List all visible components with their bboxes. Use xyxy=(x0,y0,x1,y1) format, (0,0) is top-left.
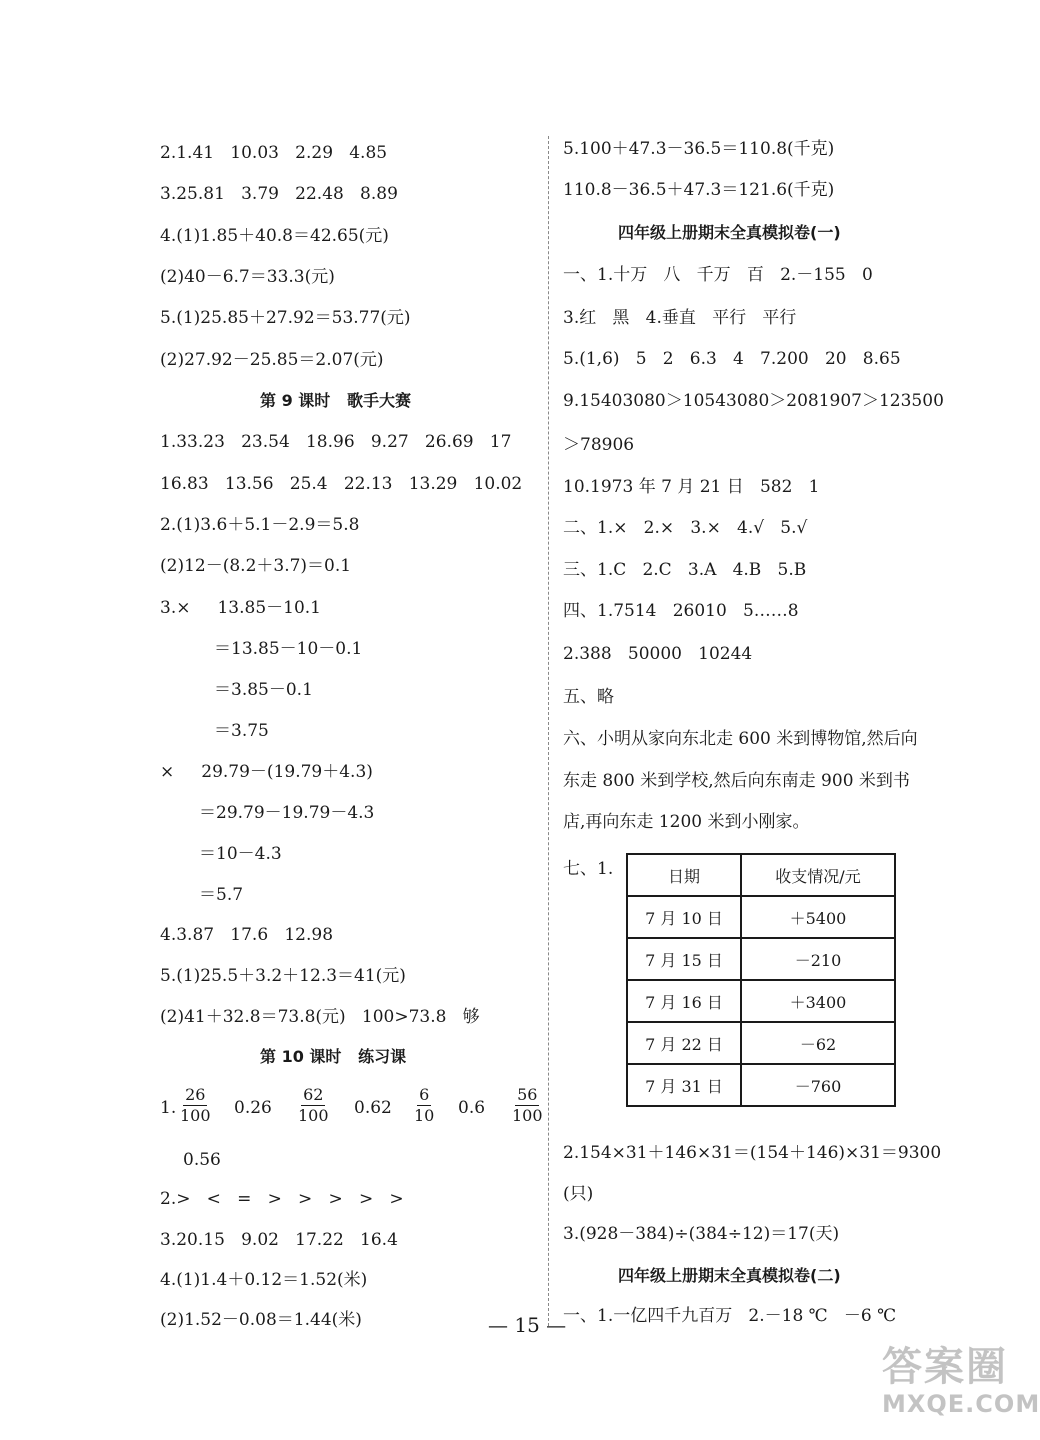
answer-line: 2.(1)3.6＋5.1－2.9＝5.8 xyxy=(160,515,360,535)
answer-line: (2)40－6.7＝33.3(元) xyxy=(160,267,335,287)
decimal-value: 0.26 xyxy=(234,1098,272,1118)
cell-date: 7 月 31 日 xyxy=(627,1064,741,1106)
answer-line: ＝3.85－0.1 xyxy=(214,680,313,700)
income-expense-table xyxy=(626,853,896,1107)
answer-line: (2)41＋32.8＝73.8(元) 100>73.8 够 xyxy=(160,1007,480,1027)
fraction xyxy=(180,1086,211,1125)
table-row xyxy=(627,1064,895,1106)
decimal-value: 0.6 xyxy=(458,1098,486,1118)
cell-date: 7 月 16 日 xyxy=(627,980,741,1022)
answer-line: 四、1.7514 26010 5……8 xyxy=(563,601,799,621)
fraction-denominator: 100 xyxy=(298,1106,329,1125)
cell-date: 7 月 10 日 xyxy=(627,896,741,938)
answer-line: 5.(1,6) 5 2 6.3 4 7.200 20 8.65 xyxy=(563,349,901,369)
answer-line: 110.8－36.5＋47.3＝121.6(千克) xyxy=(563,180,835,200)
answer-line: 5.100＋47.3－36.5＝110.8(千克) xyxy=(563,139,835,159)
answer-line: 三、1.C 2.C 3.A 4.B 5.B xyxy=(563,560,807,580)
fraction-denominator: 100 xyxy=(512,1106,543,1125)
cell-date: 7 月 15 日 xyxy=(627,938,741,980)
answer-line: 3.(928－384)÷(384÷12)＝17(天) xyxy=(563,1224,840,1244)
fraction xyxy=(512,1086,543,1125)
answer-line: ＞78906 xyxy=(563,435,635,455)
fraction-numerator: 6 xyxy=(419,1085,430,1104)
cell-amount: －62 xyxy=(741,1022,895,1064)
answer-line: 4.3.87 17.6 12.98 xyxy=(160,925,334,945)
answer-line: 七、1. xyxy=(563,859,614,879)
table-row xyxy=(627,896,895,938)
cell-amount: ＋5400 xyxy=(741,896,895,938)
watermark xyxy=(882,1335,1040,1418)
answer-line: 5.(1)25.5＋3.2＋12.3＝41(元) xyxy=(160,966,406,986)
answer-line: 3.× 13.85－10.1 xyxy=(160,598,322,618)
fraction-numerator: 56 xyxy=(517,1085,538,1104)
answer-line: 一、1.一亿四千九百万 2.－18 ℃ －6 ℃ xyxy=(563,1306,897,1326)
answer-line: 4.(1)1.85＋40.8＝42.65(元) xyxy=(160,226,389,246)
answer-line: 五、略 xyxy=(563,687,614,707)
question-label: 1. xyxy=(160,1098,177,1118)
fraction-numerator: 26 xyxy=(185,1085,206,1104)
decimal-value: 0.62 xyxy=(354,1098,392,1118)
answer-line: 5.(1)25.85＋27.92＝53.77(元) xyxy=(160,308,411,328)
table-row xyxy=(627,1022,895,1064)
header-amount: 收支情况/元 xyxy=(741,854,895,896)
answer-line: (2)1.52－0.08＝1.44(米) xyxy=(160,1310,362,1330)
answer-line: × 29.79－(19.79＋4.3) xyxy=(160,762,373,782)
answer-line: 六、小明从家向东北走 600 米到博物馆,然后向 xyxy=(563,729,918,749)
answer-line: 3.20.15 9.02 17.22 16.4 xyxy=(160,1230,398,1250)
answer-line: ＝10－4.3 xyxy=(199,844,282,864)
cell-date: 7 月 22 日 xyxy=(627,1022,741,1064)
answer-line: (2)12－(8.2＋3.7)＝0.1 xyxy=(160,556,352,576)
exam-2-title: 四年级上册期末全真模拟卷(二) xyxy=(618,1266,841,1285)
table-header-row xyxy=(627,854,895,896)
fraction xyxy=(298,1086,329,1125)
table-row xyxy=(627,938,895,980)
answer-line: 16.83 13.56 25.4 22.13 13.29 10.02 xyxy=(160,474,523,494)
answer-line: 东走 800 米到学校,然后向东南走 900 米到书 xyxy=(563,771,910,791)
answer-line: 2.> < = > > > > > xyxy=(160,1189,404,1209)
answer-line: 店,再向东走 1200 米到小刚家。 xyxy=(563,812,810,832)
page-number: — 15 — xyxy=(488,1313,567,1337)
table-row xyxy=(627,980,895,1022)
watermark-logo: 答案圈 xyxy=(882,1344,1008,1390)
watermark-url: MXQE.COM xyxy=(882,1390,1040,1418)
answer-line: ＝3.75 xyxy=(214,721,269,741)
answer-line: 二、1.× 2.× 3.× 4.√ 5.√ xyxy=(563,518,808,538)
fraction-numerator: 62 xyxy=(303,1085,324,1104)
fraction xyxy=(414,1086,434,1125)
answer-line: 3.红 黑 4.垂直 平行 平行 xyxy=(563,308,797,328)
lesson-9-title: 第 9 课时 歌手大赛 xyxy=(260,391,411,410)
answer-line: 一、1.十万 八 千万 百 2.－155 0 xyxy=(563,265,873,285)
answer-line: (只) xyxy=(563,1184,594,1204)
exam-1-title: 四年级上册期末全真模拟卷(一) xyxy=(618,223,841,242)
answer-line: 1.33.23 23.54 18.96 9.27 26.69 17 xyxy=(160,432,512,452)
answer-line: 2.154×31＋146×31＝(154＋146)×31＝9300 xyxy=(563,1143,942,1163)
header-date: 日期 xyxy=(627,854,741,896)
answer-line: 4.(1)1.4＋0.12＝1.52(米) xyxy=(160,1270,368,1290)
fraction-denominator: 100 xyxy=(180,1106,211,1125)
answer-line: 2.388 50000 10244 xyxy=(563,644,753,664)
answer-line: ＝29.79－19.79－4.3 xyxy=(199,803,375,823)
column-divider xyxy=(548,136,549,1326)
answer-line: 2.1.41 10.03 2.29 4.85 xyxy=(160,143,388,163)
answer-line: 0.56 xyxy=(183,1150,221,1170)
answer-line: 3.25.81 3.79 22.48 8.89 xyxy=(160,184,398,204)
lesson-10-title: 第 10 课时 练习课 xyxy=(260,1047,407,1066)
answer-line: 9.15403080＞10543080＞2081907＞123500 xyxy=(563,391,944,411)
answer-line: ＝13.85－10－0.1 xyxy=(214,639,363,659)
cell-amount: －210 xyxy=(741,938,895,980)
fraction-denominator: 10 xyxy=(414,1106,435,1125)
answer-line: 10.1973 年 7 月 21 日 582 1 xyxy=(563,477,820,497)
answer-line: ＝5.7 xyxy=(199,885,244,905)
cell-amount: ＋3400 xyxy=(741,980,895,1022)
cell-amount: －760 xyxy=(741,1064,895,1106)
answer-line: (2)27.92－25.85＝2.07(元) xyxy=(160,350,384,370)
